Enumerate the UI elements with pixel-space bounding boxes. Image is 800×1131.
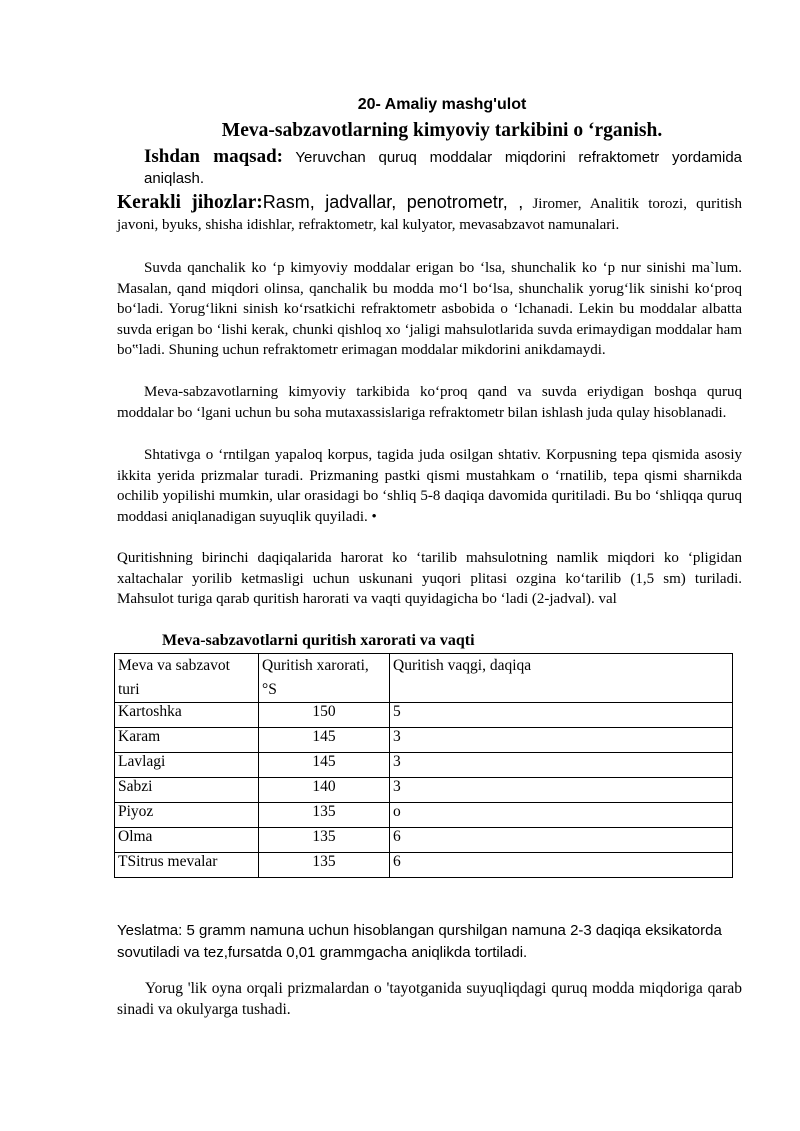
paragraph-2: Meva-sabzavotlarning kimyoviy tarkibida ko‘proq qand va suvda eriydigan boshqa quruq moddalar bo ‘lgani uchun bu soha mutaxassislariga refraktometr bilan ishlash juda qulay hisoblanadi. <box>117 384 742 421</box>
goal-section <box>144 146 742 189</box>
cell-product: Karam <box>115 728 259 753</box>
page-title: Meva-sabzavotlarning kimyoviy tarkibini o ‘rganish. <box>221 120 663 141</box>
table-row <box>115 828 733 853</box>
paragraph-1: Suvda qanchalik ko ‘p kimyoviy moddalar erigan bo ‘lsa, shunchalik ko ‘p nur sinishi ma`lum. Masalan, qand miqdori olinsa, qanchalik bu modda mo‘l bo‘lsa, shunchalik yorug‘lik sinishi ko‘proq bo‘ladi. Yorug‘likni sinish ko‘rsatkichi refraktometr asbobida o ‘lchanadi. Lekin bu moddalar albatta suvda erigan bo ‘lishi kerak, chunki qishloq xo ‘jaligi mahsulotlarida suvda erimaydigan moddalar ham bo‟ladi. Shuning uchun refraktometr erimagan moddalar mikdorini anikdamaydi. <box>117 260 742 358</box>
cell-time: 6 <box>390 828 733 853</box>
cell-temperature: 145 <box>259 728 390 753</box>
cell-temperature: 135 <box>259 828 390 853</box>
cell-temperature: 150 <box>259 703 390 728</box>
cell-product: Lavlagi <box>115 753 259 778</box>
cell-product: Olma <box>115 828 259 853</box>
header-cell: Quritish vaqgi, daqiqa <box>390 654 733 703</box>
equipment-section <box>117 192 742 236</box>
cell-temperature: 140 <box>259 778 390 803</box>
cell-temperature: 145 <box>259 753 390 778</box>
goal-text: Yeruvchan quruq moddalar miqdorini refraktometr yordamida aniqlash. <box>144 149 743 187</box>
paragraph-4: Quritishning birinchi daqiqalarida harorat ko ‘tarilib mahsulotning namlik miqdori ko ‘pligidan xaltachalar yorilib ketmasligi uchun uskunani yuqori plitasi ozgina ko‘tarilib (1,5 sm) turiladi. Mahsulot turiga qarab quritish harorati va vaqti quyidagicha bo ‘ladi (2-jadval). val <box>117 550 742 607</box>
equipment-label: Kerakli jihozlar: <box>117 192 263 213</box>
header-cell: Meva va sabzavot turi <box>115 654 259 703</box>
header-cell: Quritish xarorati, °S <box>259 654 390 703</box>
note-text: Yeslatma: 5 gramm namuna uchun hisoblangan qurshilgan namuna 2-3 daqiqa eksikatorda sovutiladi va tez,fursatda 0,01 grammgacha aniqlikda tortiladi. <box>117 922 722 961</box>
cell-time: o <box>390 803 733 828</box>
lesson-number: 20- Amaliy mashg'ulot <box>357 96 527 113</box>
equipment-first: Rasm, jadvallar, penotrometr, , <box>262 192 524 212</box>
table-row <box>115 778 733 803</box>
table-row <box>115 703 733 728</box>
cell-product: TSitrus mevalar <box>115 853 259 878</box>
equipment-rest: Jiromer, Analitik torozi, quritish javoni, byuks, shisha idishlar, refraktometr, kal kulyator, mevasabzavot namunalari. <box>117 196 742 233</box>
cell-time: 3 <box>390 728 733 753</box>
closing-paragraph: Yorug 'lik oyna orqali prizmalardan o 'tayotganida suyuqliqdagi quruq modda miqdoriga qarab sinadi va okulyarga tushadi. <box>117 980 742 1018</box>
cell-time: 3 <box>390 778 733 803</box>
table-row <box>115 753 733 778</box>
table-title: Meva-sabzavotlarni quritish xarorati va vaqti <box>162 632 475 649</box>
cell-product: Sabzi <box>115 778 259 803</box>
cell-temperature: 135 <box>259 853 390 878</box>
cell-product: Kartoshka <box>115 703 259 728</box>
cell-product: Piyoz <box>115 803 259 828</box>
cell-time: 3 <box>390 753 733 778</box>
cell-time: 6 <box>390 853 733 878</box>
goal-label: Ishdan maqsad: <box>144 146 283 167</box>
table-row <box>115 728 733 753</box>
drying-table <box>114 653 733 878</box>
cell-time: 5 <box>390 703 733 728</box>
paragraph-3: Shtativga o ‘rntilgan yapaloq korpus, tagida juda osilgan shtativ. Korpusning tepa qismida asosiy ikkita yerida prizmalar turadi. Prizmaning pastki qismi mustahkam o ‘rnatilib, tepa qismi sharnikda ochilib yopilishi mumkin, ular orasidagi bo ‘shliq 5-8 daqiqa davomida quritiladi. Bu bo ‘shliqqa quruq moddasi aniqlanadigan suyuqlik quyiladi. • <box>117 447 742 525</box>
cell-temperature: 135 <box>259 803 390 828</box>
table-row <box>115 803 733 828</box>
table-header-row <box>115 654 733 703</box>
table-row <box>115 853 733 878</box>
